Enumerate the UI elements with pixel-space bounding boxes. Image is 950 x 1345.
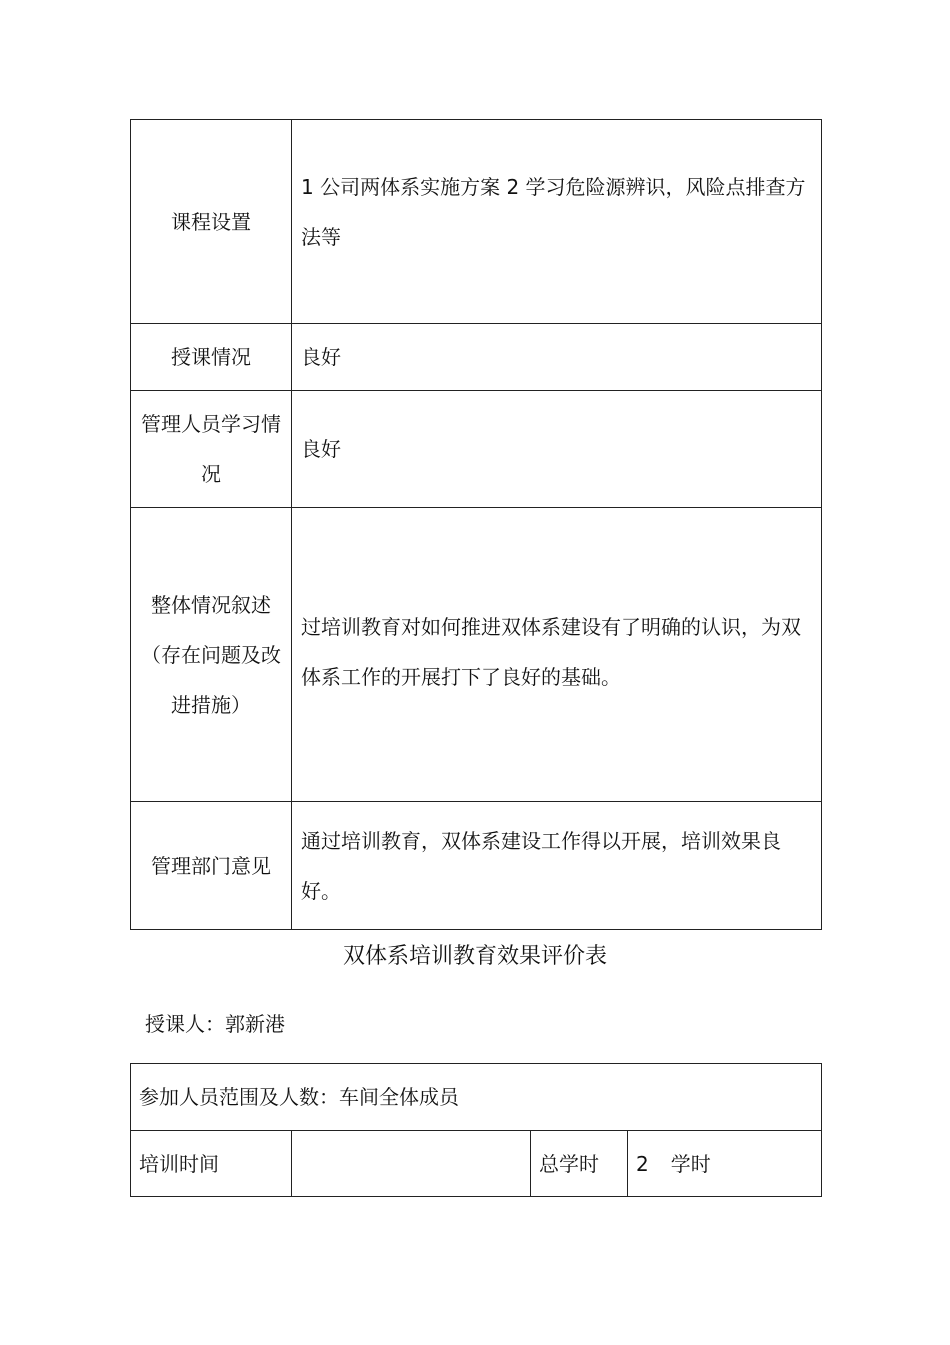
training-time-label: 培训时间 (131, 1131, 292, 1197)
training-time-value (292, 1131, 531, 1197)
evaluation-table (130, 119, 822, 930)
dept-opinion-value: 通过培训教育，双体系建设工作得以开展，培训效果良好。 (292, 802, 822, 930)
training-info-table (130, 1063, 822, 1197)
manager-study-label: 管理人员学习情况 (131, 391, 292, 508)
table-row (131, 1131, 822, 1197)
table-row (131, 324, 822, 391)
teaching-status-value: 良好 (292, 324, 822, 391)
table-row (131, 508, 822, 802)
manager-study-value: 良好 (292, 391, 822, 508)
course-setting-value: 1 公司两体系实施方案 2 学习危险源辨识，风险点排查方法等 (292, 120, 822, 324)
total-hours-unit: 学时 (670, 1151, 711, 1176)
overall-summary-value: 过培训教育对如何推进双体系建设有了明确的认识，为双体系工作的开展打下了良好的基础。 (292, 508, 822, 802)
instructor-line: 授课人：郭新港 (145, 1012, 285, 1036)
total-hours-cell (628, 1131, 822, 1197)
total-hours-label: 总学时 (531, 1131, 628, 1197)
total-hours-value: 2 (636, 1151, 649, 1176)
teaching-status-label: 授课情况 (131, 324, 292, 391)
overall-summary-label: 整体情况叙述（存在问题及改进措施） (131, 508, 292, 802)
dept-opinion-label: 管理部门意见 (131, 802, 292, 930)
table-row (131, 391, 822, 508)
table-row (131, 1064, 822, 1131)
table-row (131, 802, 822, 930)
table-row (131, 120, 822, 324)
form-title: 双体系培训教育效果评价表 (342, 944, 607, 969)
participants-cell: 参加人员范围及人数：车间全体成员 (131, 1064, 822, 1131)
course-setting-label: 课程设置 (131, 120, 292, 324)
